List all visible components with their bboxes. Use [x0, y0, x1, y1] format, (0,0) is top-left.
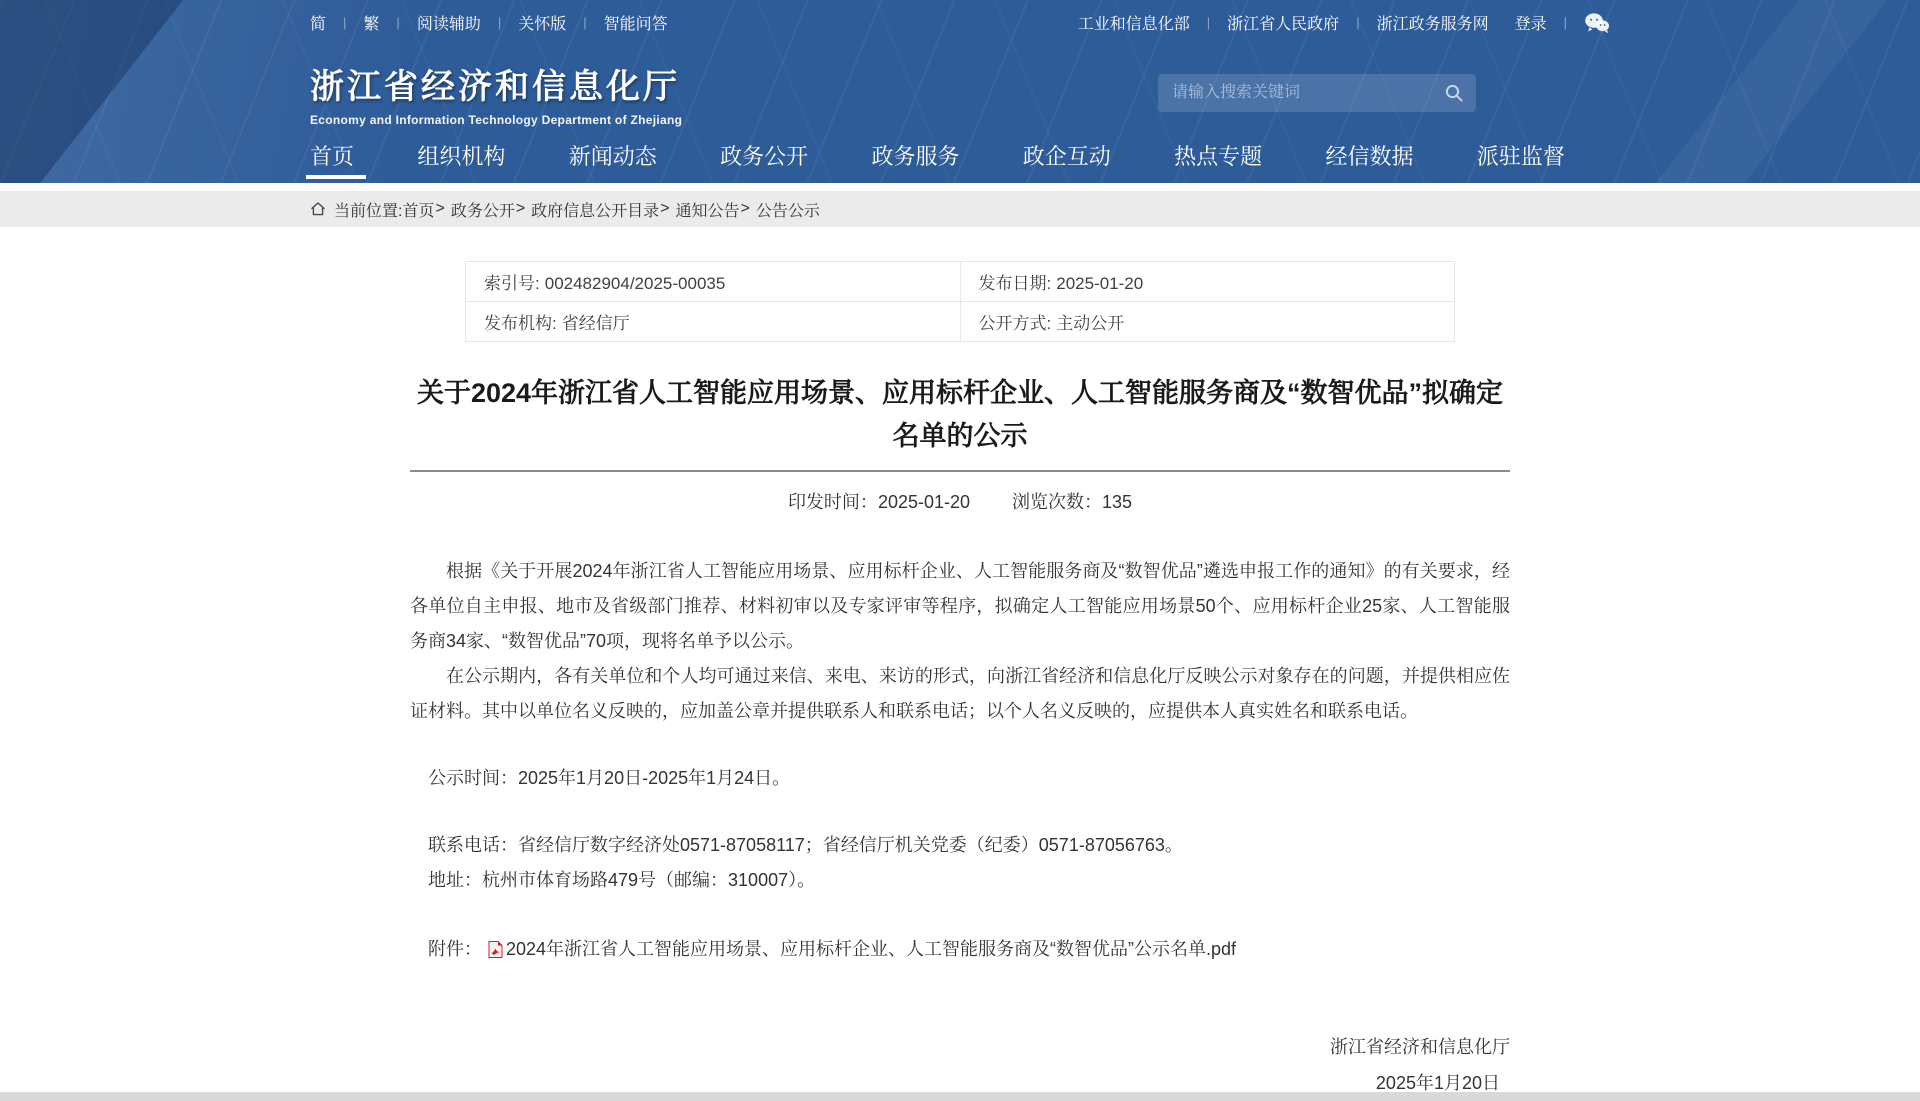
top-utility-bar — [310, 0, 1610, 45]
topbar-right-links — [1078, 11, 1610, 34]
site-logo[interactable] — [310, 59, 682, 127]
attachment-line — [410, 932, 1510, 967]
search-box — [1158, 74, 1476, 112]
site-subtitle: Economy and Information Technology Department of Zhejiang — [310, 112, 683, 127]
attachment-link[interactable]: 2024年浙江省人工智能应用场景、应用标杆企业、人工智能服务商及“数智优品”公示名单.pdf — [506, 939, 1237, 960]
signature-block — [410, 1029, 1510, 1101]
nav-item-organization[interactable]: 组织机构 — [417, 144, 506, 169]
doc-agency-label: 发布机构: — [484, 314, 557, 333]
separator: | — [1356, 15, 1360, 30]
brand-row — [310, 45, 1610, 140]
doc-index-cell — [466, 262, 961, 302]
lang-simplified-link[interactable]: 简 — [310, 16, 327, 33]
views-label: 浏览次数： — [1012, 492, 1103, 513]
separator: | — [1563, 15, 1567, 30]
doc-open-method-value: 主动公开 — [1056, 314, 1125, 333]
zhejiang-service-net-link[interactable]: 浙江政务服务网 — [1376, 16, 1489, 33]
nav-item-interaction[interactable]: 政企互动 — [1022, 144, 1111, 169]
doc-publish-date-cell — [960, 262, 1455, 302]
nav-item-news[interactable]: 新闻动态 — [568, 144, 657, 169]
print-time-value: 2025-01-20 — [877, 492, 971, 513]
breadcrumb-separator: > — [660, 200, 670, 217]
nav-item-supervision[interactable]: 派驻监督 — [1476, 144, 1565, 169]
separator: | — [583, 15, 587, 30]
signature-date: 2025年1月20日 — [1375, 1073, 1500, 1094]
article — [410, 227, 1510, 1101]
doc-open-method-cell — [960, 302, 1455, 342]
site-title: 浙江省经济和信息化厅 — [310, 67, 680, 106]
print-time-label: 印发时间： — [787, 492, 878, 513]
doc-index-value: 002482904/2025-00035 — [544, 274, 726, 293]
doc-agency-value: 省经信厅 — [561, 314, 630, 333]
breadcrumb-home[interactable]: 首页 — [402, 202, 435, 220]
nav-item-home[interactable]: 首页 — [310, 140, 354, 183]
reading-assist-link[interactable]: 阅读辅助 — [416, 16, 481, 33]
table-row — [466, 262, 1455, 302]
breadcrumb — [310, 198, 1610, 221]
separator: | — [1206, 15, 1211, 30]
doc-publish-date-value: 2025-01-20 — [1056, 274, 1144, 293]
nav-item-data[interactable]: 经信数据 — [1325, 144, 1414, 169]
paragraph-1: 根据《关于开展2024年浙江省人工智能应用场景、应用标杆企业、人工智能服务商及“数智优品”遴选申报工作的通知》的有关要求，经各单位自主申报、地市及省级部门推荐、材料初审以及专家评审等程序，拟确定人工智能应用场景50个、应用标杆企业25家、人工智能服务商34家、“数智优品”70项，现将名单予以公示。 — [410, 561, 1510, 652]
pdf-icon — [488, 941, 503, 958]
article-meta-line — [410, 472, 1510, 514]
separator: | — [343, 15, 347, 30]
breadcrumb-prefix: 当前位置: — [334, 202, 403, 220]
login-link[interactable]: 登录 — [1514, 16, 1547, 33]
breadcrumb-gov-info[interactable]: 政务公开 — [450, 202, 515, 220]
home-icon — [310, 201, 326, 217]
separator: | — [497, 15, 502, 30]
topbar-left-links — [310, 11, 668, 34]
views-value: 135 — [1102, 492, 1133, 513]
breadcrumb-directory[interactable]: 政府信息公开目录 — [531, 202, 660, 220]
breadcrumb-separator: > — [435, 200, 445, 217]
nav-item-hot-topics[interactable]: 热点专题 — [1174, 144, 1263, 169]
contact-line: 联系电话：省经信厅数字经济处0571-87058117；省经信厅机关党委（纪委）0571-87056763。 — [428, 835, 1183, 856]
breadcrumb-bar — [0, 191, 1920, 227]
address-line: 地址：杭州市体育场路479号（邮编：310007）。 — [428, 870, 816, 891]
zhejiang-gov-link[interactable]: 浙江省人民政府 — [1227, 16, 1340, 33]
breadcrumb-separator: > — [515, 200, 526, 217]
doc-open-method-label: 公开方式: — [978, 314, 1052, 333]
attachment-label: 附件： — [428, 939, 482, 960]
nav-item-gov-info[interactable]: 政务公开 — [720, 144, 809, 169]
notice-time-line: 公示时间：2025年1月20日-2025年1月24日。 — [428, 768, 791, 789]
breadcrumb-announcements[interactable]: 公告公示 — [755, 202, 820, 220]
breadcrumb-notices[interactable]: 通知公告 — [675, 202, 740, 220]
main-nav — [310, 140, 1610, 183]
nav-item-gov-service[interactable]: 政务服务 — [871, 144, 960, 169]
signature-agency: 浙江省经济和信息化厅 — [1330, 1037, 1510, 1058]
site-header — [0, 0, 1920, 183]
search-icon[interactable] — [1444, 83, 1464, 103]
wechat-icon[interactable] — [1584, 12, 1610, 34]
table-row — [466, 302, 1455, 342]
smart-qa-link[interactable]: 智能问答 — [603, 16, 668, 33]
doc-agency-cell — [466, 302, 961, 342]
doc-index-label: 索引号: — [484, 274, 540, 293]
paragraph-2: 在公示期内，各有关单位和个人均可通过来信、来电、来访的形式，向浙江省经济和信息化厅反映公示对象存在的问题，并提供相应佐证材料。其中以单位名义反映的，应加盖公章并提供联系人和联系电话；以个人名义反映的，应提供本人真实姓名和联系电话。 — [410, 666, 1510, 722]
separator: | — [396, 15, 400, 30]
care-version-link[interactable]: 关怀版 — [518, 16, 567, 33]
breadcrumb-separator: > — [740, 200, 750, 217]
doc-publish-date-label: 发布日期: — [978, 274, 1052, 293]
search-input[interactable] — [1170, 83, 1444, 103]
page-title: 关于2024年浙江省人工智能应用场景、应用标杆企业、人工智能服务商及“数智优品”拟确定名单的公示 — [416, 378, 1504, 452]
doc-meta-table — [465, 261, 1455, 342]
lang-traditional-link[interactable]: 繁 — [363, 16, 380, 33]
miit-link[interactable]: 工业和信息化部 — [1077, 16, 1190, 33]
